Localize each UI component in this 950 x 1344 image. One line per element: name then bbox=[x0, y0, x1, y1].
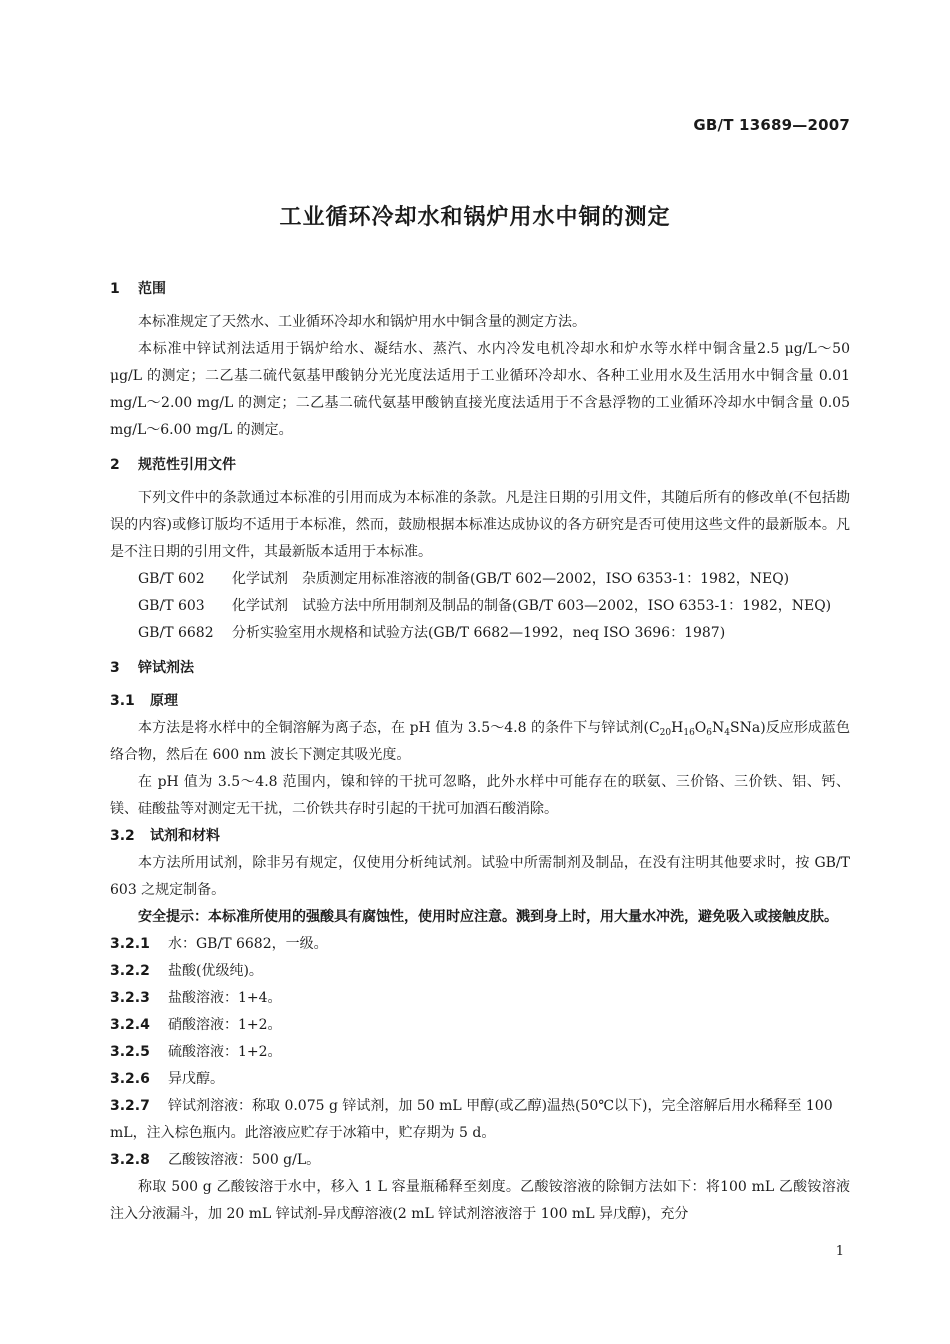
reference-text: 化学试剂 试验方法中所用制剂及制品的制备(GB/T 603—2002，ISO 6353-1：1982，NEQ) bbox=[232, 598, 832, 614]
reference-text: 化学试剂 杂质测定用标准溶液的制备(GB/T 602—2002，ISO 6353-1：1982，NEQ) bbox=[232, 571, 790, 587]
subsection-title: 原理 bbox=[150, 693, 178, 709]
section-title: 规范性引用文件 bbox=[138, 457, 236, 473]
formula-symbol: O bbox=[694, 720, 707, 736]
reference-code: GB/T 603 bbox=[138, 598, 205, 614]
section-title: 范围 bbox=[138, 281, 166, 297]
item-text: 异戊醇。 bbox=[168, 1071, 224, 1087]
formula-subscript: 4 bbox=[724, 728, 730, 738]
reagent-item bbox=[110, 1147, 850, 1174]
reference-item bbox=[110, 593, 850, 620]
subsection-number: 3.2 bbox=[110, 828, 135, 844]
item-number: 3.2.8 bbox=[110, 1152, 150, 1168]
section-number: 2 bbox=[110, 457, 120, 473]
formula-symbol: H bbox=[671, 720, 684, 736]
reference-item bbox=[110, 566, 850, 593]
safety-warning-label: 安全提示： bbox=[138, 909, 208, 925]
item-text: 盐酸(优级纯)。 bbox=[168, 963, 263, 979]
formula-subscript: 16 bbox=[683, 728, 695, 738]
subsection-number: 3.1 bbox=[110, 693, 135, 709]
paragraph-principle bbox=[110, 715, 850, 769]
reagent-item bbox=[110, 985, 850, 1012]
item-number: 3.2.4 bbox=[110, 1017, 150, 1033]
document-title: 工业循环冷却水和锅炉用水中铜的测定 bbox=[279, 205, 671, 230]
formula-trail-text: SNa)反应形成蓝色络合物，然后在 600 nm 波长下测定其吸光度。 bbox=[110, 720, 850, 763]
item-text: 乙酸铵溶液：500 g/L。 bbox=[168, 1152, 321, 1168]
section-2-heading bbox=[110, 452, 850, 479]
paragraph: 在 pH 值为 3.5～4.8 范围内，镍和锌的干扰可忽略，此外水样中可能存在的联氨、三价铬、三价铁、铝、钙、镁、硅酸盐等对测定无干扰，二价铁共存时引起的干扰可加酒石酸消除。 bbox=[110, 774, 850, 817]
formula-subscript: 20 bbox=[659, 728, 672, 738]
item-number: 3.2.3 bbox=[110, 990, 150, 1006]
section-1-heading bbox=[110, 276, 850, 303]
subsection-3-2-heading bbox=[110, 823, 850, 850]
reagent-item bbox=[110, 1012, 850, 1039]
item-text: 硝酸溶液：1+2。 bbox=[168, 1017, 282, 1033]
reagent-item bbox=[110, 1066, 850, 1093]
paragraph: 本方法所用试剂，除非另有规定，仅使用分析纯试剂。试验中所需制剂及制品，在没有注明其他要求时，按 GB/T 603 之规定制备。 bbox=[110, 855, 850, 898]
reference-code: GB/T 602 bbox=[138, 571, 205, 587]
reagent-item bbox=[110, 958, 850, 985]
section-3-heading bbox=[110, 655, 850, 682]
formula-lead-text: 本方法是将水样中的全铜溶解为离子态，在 pH 值为 3.5～4.8 的条件下与锌试剂(C bbox=[138, 720, 660, 736]
formula-subscript: 6 bbox=[706, 728, 713, 738]
paragraph: 称取 500 g 乙酸铵溶于水中，移入 1 L 容量瓶稀释至刻度。乙酸铵溶液的除铜方法如下：将100 mL 乙酸铵溶液注入分液漏斗，加 20 mL 锌试剂-异戊醇溶液(2 mL 锌试剂溶液溶于 100 mL 异戊醇)，充分 bbox=[110, 1179, 850, 1222]
paragraph: 下列文件中的条款通过本标准的引用而成为本标准的条款。凡是注日期的引用文件，其随后所有的修改单(不包括勘误的内容)或修订版均不适用于本标准，然而，鼓励根据本标准达成协议的各方研究是否可使用这些文件的最新版本。凡是不注日期的引用文件，其最新版本适用于本标准。 bbox=[110, 490, 850, 560]
safety-warning-text: 本标准所使用的强酸具有腐蚀性，使用时应注意。溅到身上时，用大量水冲洗，避免吸入或接触皮肤。 bbox=[208, 909, 838, 925]
paragraph: 本标准中锌试剂法适用于锅炉给水、凝结水、蒸汽、水内冷发电机冷却水和炉水等水样中铜含量2.5 μg/L～50 μg/L 的测定；二乙基二硫代氨基甲酸钠分光光度法适用于工业循环冷却水、各种工业用水及生活用水中铜含量 0.01 mg/L～2.00 mg/L 的测定；二乙基二硫代氨基甲酸钠直接光度法适用于不含悬浮物的工业循环冷却水中铜含量 0.05 mg/L～6.00 mg/L 的测定。 bbox=[110, 341, 850, 438]
formula-symbol: N bbox=[712, 720, 725, 736]
item-text: 盐酸溶液：1+4。 bbox=[168, 990, 282, 1006]
section-title: 锌试剂法 bbox=[138, 660, 194, 676]
reference-item bbox=[110, 620, 850, 647]
item-number: 3.2.1 bbox=[110, 936, 150, 952]
item-text: 锌试剂溶液：称取 0.075 g 锌试剂，加 50 mL 甲醇(或乙醇)温热(50℃以下)，完全溶解后用水稀释至 100 mL，注入棕色瓶内。此溶液应贮存于冰箱中，贮存期为 5 d。 bbox=[110, 1098, 833, 1141]
reference-text: 分析实验室用水规格和试验方法(GB/T 6682—1992，neq ISO 3696：1987) bbox=[232, 625, 726, 641]
reagent-item bbox=[110, 931, 850, 958]
page-number: 1 bbox=[835, 1244, 844, 1259]
standard-number: GB/T 13689—2007 bbox=[693, 116, 850, 134]
item-number: 3.2.6 bbox=[110, 1071, 150, 1087]
section-number: 1 bbox=[110, 281, 120, 297]
item-text: 硫酸溶液：1+2。 bbox=[168, 1044, 282, 1060]
subsection-title: 试剂和材料 bbox=[150, 828, 220, 844]
item-number: 3.2.5 bbox=[110, 1044, 150, 1060]
item-text: 水：GB/T 6682，一级。 bbox=[168, 936, 328, 952]
reference-code: GB/T 6682 bbox=[138, 625, 214, 641]
subsection-3-1-heading bbox=[110, 688, 850, 715]
item-number: 3.2.7 bbox=[110, 1098, 150, 1114]
safety-warning bbox=[110, 904, 850, 931]
paragraph: 本标准规定了天然水、工业循环冷却水和锅炉用水中铜含量的测定方法。 bbox=[138, 314, 586, 330]
item-number: 3.2.2 bbox=[110, 963, 150, 979]
section-number: 3 bbox=[110, 660, 120, 676]
reagent-item bbox=[110, 1039, 850, 1066]
document-body bbox=[110, 268, 850, 1228]
reagent-item bbox=[110, 1093, 850, 1147]
